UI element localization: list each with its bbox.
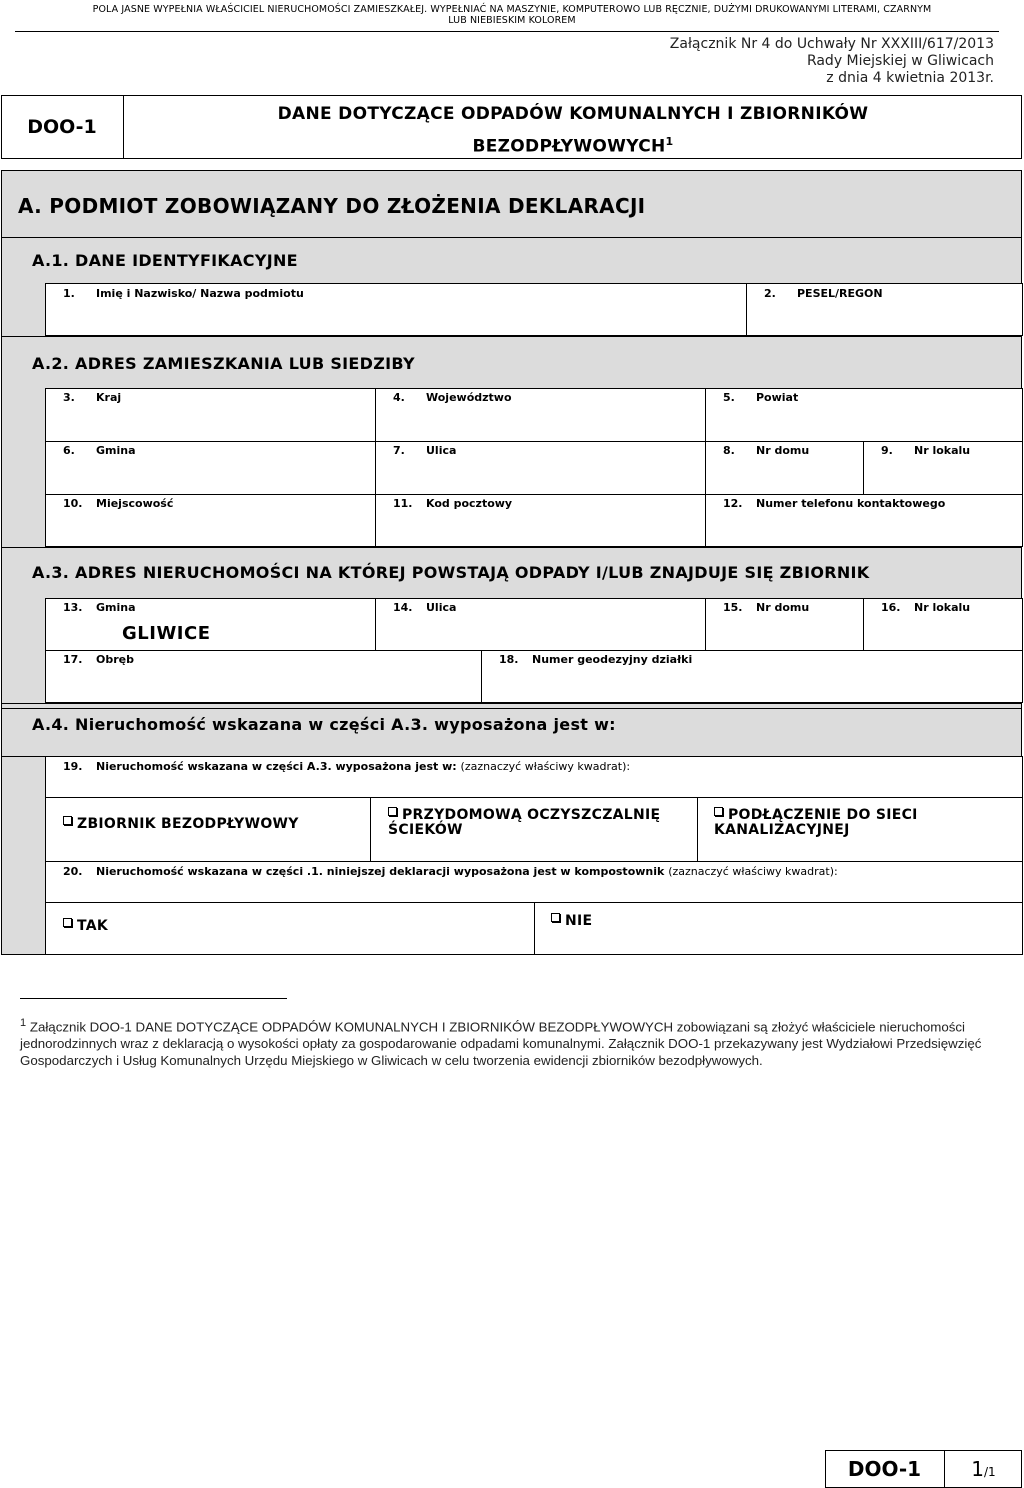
field-pesel-regon[interactable]: 2. PESEL/REGON <box>746 283 1023 336</box>
footnote-mark: 1 <box>20 1017 27 1029</box>
checkbox-icon[interactable] <box>551 913 560 922</box>
divider <box>1 708 1022 709</box>
attachment-line-3: z dnia 4 kwietnia 2013r. <box>826 70 994 86</box>
footnote-divider <box>20 998 287 999</box>
form-title <box>124 100 1022 161</box>
field-name[interactable]: 1. Imię i Nazwisko/ Nazwa podmiotu <box>45 283 747 336</box>
footnote <box>20 1015 1010 1069</box>
field-obreb[interactable]: 17. Obręb <box>45 650 482 703</box>
form-code: DOO-1 <box>1 95 124 159</box>
option-kanalizacja[interactable]: PODŁĄCZENIE DO SIECI KANALIZACYJNEJ <box>697 797 1023 862</box>
section-a4-title: A.4. Nieruchomość wskazana w części A.3. wyposażona jest w: <box>32 715 616 734</box>
option-oczyszczalnia[interactable]: PRZYDOMOWĄ OCZYSZCZALNIĘ ŚCIEKÓW <box>370 797 698 862</box>
notice-divider <box>15 31 999 32</box>
divider <box>1 237 1022 238</box>
page-total: /1 <box>984 1465 996 1479</box>
field-property-gmina-value: GLIWICE <box>122 623 211 644</box>
field-telefon[interactable]: 12. Numer telefonu kontaktowego <box>705 494 1023 547</box>
page-current: 1 <box>971 1457 985 1481</box>
page-number <box>945 1450 1022 1488</box>
form-title-line-2: BEZODPŁYWOWYCH <box>472 136 666 157</box>
instructions-line-2: LUB NIEBIESKIM KOLOREM <box>448 15 576 26</box>
footer-form-code: DOO-1 <box>825 1450 945 1488</box>
field-wojewodztwo[interactable]: 4. Województwo <box>375 388 706 442</box>
field-nr-domu[interactable]: 8. Nr domu <box>705 441 864 495</box>
question-20: 20. Nieruchomość wskazana w części .1. niniejszej deklaracji wyposażona jest w kompostownik (zaznaczyć właściwy kwadrat): <box>45 861 1023 903</box>
form-title-line-1: DANE DOTYCZĄCE ODPADÓW KOMUNALNYCH I ZBIORNIKÓW <box>277 104 869 124</box>
attachment-reference <box>670 36 994 87</box>
checkbox-icon[interactable] <box>63 816 72 825</box>
divider <box>1 336 1022 337</box>
option-tak[interactable]: TAK <box>45 902 535 955</box>
field-numer-dzialki[interactable]: 18. Numer geodezyjny działki <box>481 650 1023 703</box>
question-19: 19. Nieruchomość wskazana w części A.3. wyposażona jest w: (zaznaczyć właściwy kwadrat): <box>45 756 1023 798</box>
instructions-notice <box>0 4 1024 26</box>
checkbox-icon[interactable] <box>63 918 72 927</box>
field-kod-pocztowy[interactable]: 11. Kod pocztowy <box>375 494 706 547</box>
field-miejscowosc[interactable]: 10. Miejscowość <box>45 494 376 547</box>
checkbox-icon[interactable] <box>714 807 723 816</box>
section-a-title: A. PODMIOT ZOBOWIĄZANY DO ZŁOŻENIA DEKLARACJI <box>18 194 646 218</box>
section-a2-title: A.2. ADRES ZAMIESZKANIA LUB SIEDZIBY <box>32 354 415 373</box>
field-gmina[interactable]: 6. Gmina <box>45 441 376 495</box>
attachment-line-2: Rady Miejskiej w Gliwicach <box>806 53 994 69</box>
field-kraj[interactable]: 3. Kraj <box>45 388 376 442</box>
field-property-ulica[interactable]: 14. Ulica <box>375 598 706 651</box>
instructions-line-1: POLA JASNE WYPEŁNIA WŁAŚCICIEL NIERUCHOMOŚCI ZAMIESZKAŁEJ. WYPEŁNIAĆ NA MASZYNIE, KOMPUTEROWO LUB RĘCZNIE, DUŻYMI DRUKOWANYMI LITERAMI, CZARNYM <box>92 4 932 15</box>
footnote-reference: 1 <box>665 135 674 148</box>
field-ulica[interactable]: 7. Ulica <box>375 441 706 495</box>
footnote-text: Załącznik DOO-1 DANE DOTYCZĄCE ODPADÓW KOMUNALNYCH I ZBIORNIKÓW BEZODPŁYWOWYCH zobowiązani są złożyć właściciele nieruchomości jednorodzinnych wraz z deklaracją o wysokości opłaty za gospodarowanie odpadami komunalnymi. Załącznik DOO-1 przekazywany jest Wydziałowi Przedsięwzięć Gospodarczych i Usług Komunalnych Urzędu Miejskiego w Gliwicach w celu tworzenia ewidencji zbiorników bezodpływowych. <box>20 1019 982 1069</box>
field-nr-lokalu[interactable]: 9. Nr lokalu <box>863 441 1023 495</box>
checkbox-icon[interactable] <box>388 807 397 816</box>
field-property-nr-domu[interactable]: 15. Nr domu <box>705 598 864 651</box>
option-zbiornik[interactable]: ZBIORNIK BEZODPŁYWOWY <box>45 797 371 862</box>
divider <box>1 703 1022 704</box>
option-nie[interactable]: NIE <box>534 902 1023 955</box>
field-property-gmina[interactable]: 13. Gmina GLIWICE <box>45 598 376 651</box>
section-a3-title: A.3. ADRES NIERUCHOMOŚCI NA KTÓREJ POWSTAJĄ ODPADY I/LUB ZNAJDUJE SIĘ ZBIORNIK <box>32 563 870 582</box>
section-a1-title: A.1. DANE IDENTYFIKACYJNE <box>32 251 298 270</box>
field-powiat[interactable]: 5. Powiat <box>705 388 1023 442</box>
field-property-nr-lokalu[interactable]: 16. Nr lokalu <box>863 598 1023 651</box>
attachment-line-1: Załącznik Nr 4 do Uchwały Nr XXXIII/617/2013 <box>669 36 994 52</box>
divider <box>1 547 1022 548</box>
